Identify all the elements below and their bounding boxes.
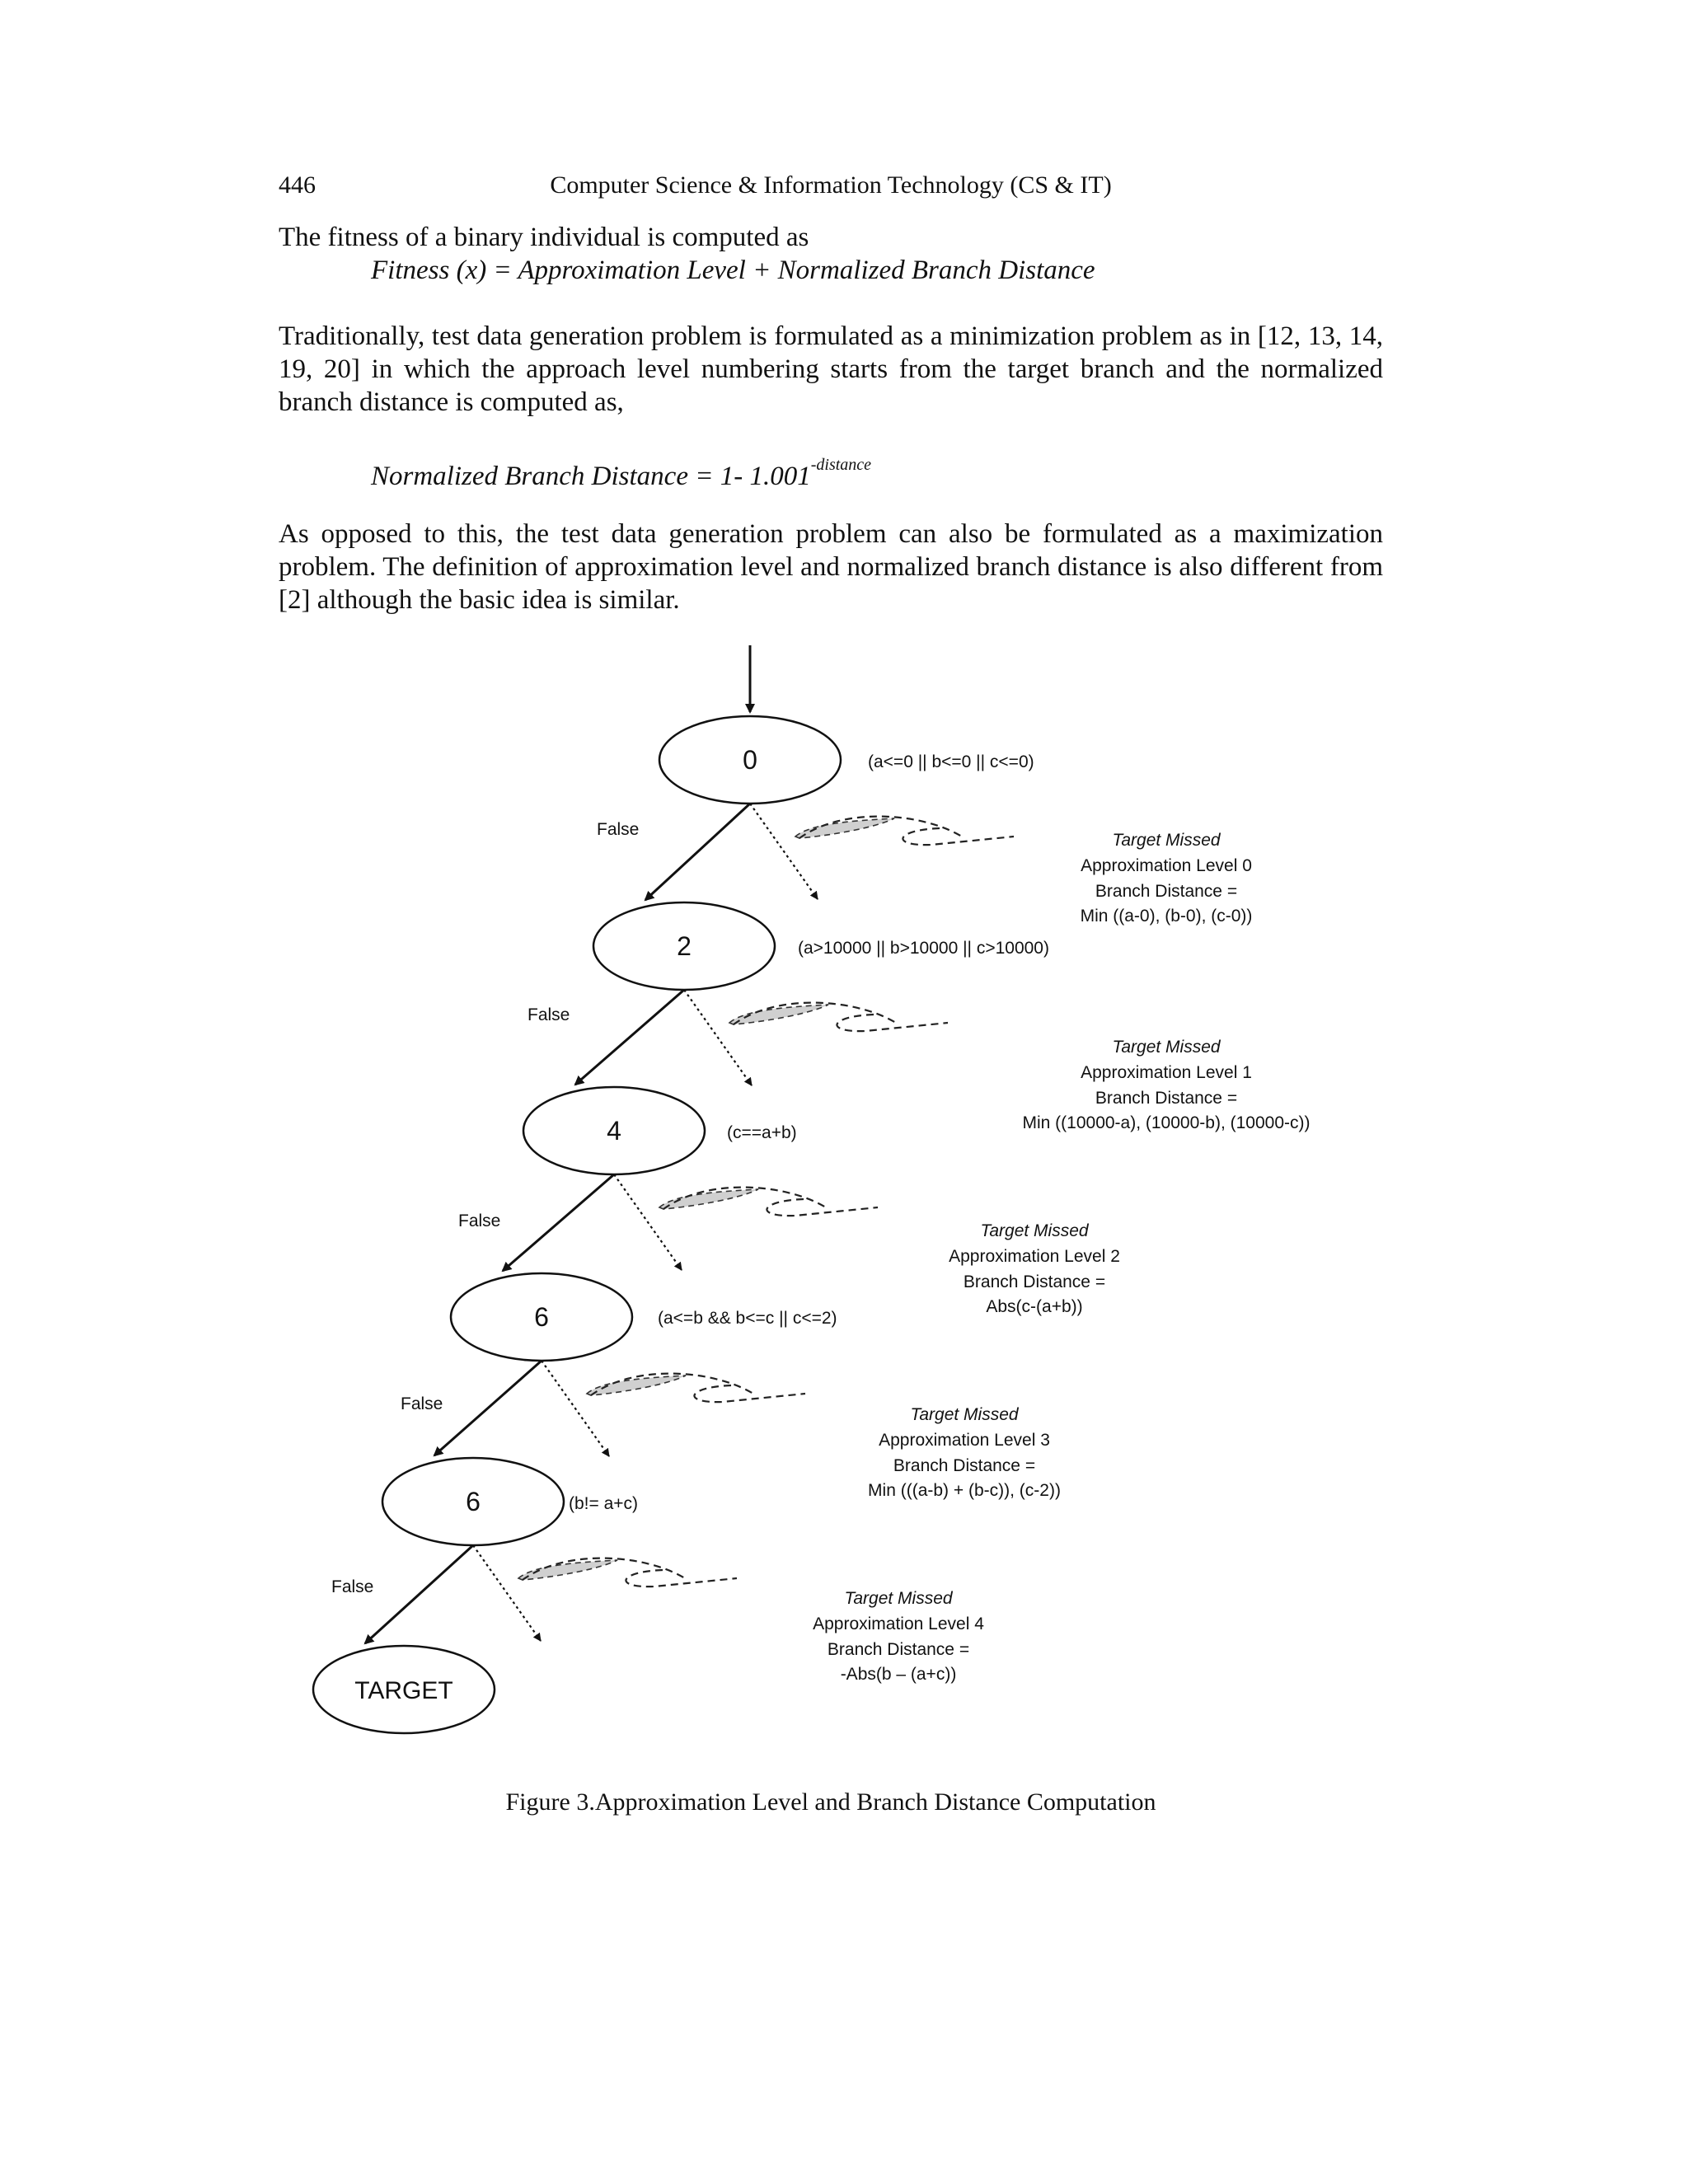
fitness-formula: Fitness (x) = Approximation Level + Normalized Branch Distance xyxy=(371,255,1095,285)
node-label: 6 xyxy=(466,1487,481,1516)
branch-distance-expression: Min (((a-b) + (b-c)), (c-2)) xyxy=(868,1481,1061,1500)
missed-edge-arrow xyxy=(684,990,752,1085)
page-number: 446 xyxy=(279,171,316,199)
false-edge-label: False xyxy=(458,1212,501,1230)
nbd-formula-base: Normalized Branch Distance = 1- 1.001 xyxy=(371,462,811,491)
branch-distance-label: Branch Distance = xyxy=(893,1456,1036,1475)
intro-line: The fitness of a binary individual is computed as xyxy=(279,223,809,252)
missed-title: Target Missed xyxy=(844,1589,953,1608)
branch-distance-label: Branch Distance = xyxy=(1095,1089,1238,1108)
approximation-level: Approximation Level 0 xyxy=(1081,856,1252,875)
missed-swoosh-tail xyxy=(903,828,1014,845)
missed-title: Target Missed xyxy=(1112,1038,1221,1057)
false-edge-arrow xyxy=(503,1174,614,1271)
paragraph-maximization: As opposed to this, the test data generation problem can also be formulated as a maximization problem. The definition of approximation level and normalized branch distance is also different from [2] although the basic idea is similar. xyxy=(279,519,1383,615)
branch-distance-expression: Abs(c-(a+b)) xyxy=(986,1297,1083,1316)
node-label: 6 xyxy=(534,1302,549,1332)
missed-swoosh-fill xyxy=(729,1005,828,1024)
branch-distance-label: Branch Distance = xyxy=(1095,882,1238,901)
branch-distance-label: Branch Distance = xyxy=(963,1272,1106,1291)
missed-title: Target Missed xyxy=(1112,831,1221,850)
branch-distance-expression: -Abs(b – (a+c)) xyxy=(840,1665,957,1684)
missed-swoosh-fill xyxy=(518,1560,617,1580)
node-label: 2 xyxy=(677,931,692,961)
node-condition: (a<=0 || b<=0 || c<=0) xyxy=(868,752,1034,771)
nbd-formula-exponent: -distance xyxy=(810,456,872,474)
missed-edge-arrow xyxy=(473,1545,541,1641)
false-edge-arrow xyxy=(645,804,750,900)
false-edge-label: False xyxy=(597,820,640,839)
approximation-level: Approximation Level 3 xyxy=(879,1431,1050,1450)
approximation-level: Approximation Level 2 xyxy=(949,1247,1120,1266)
missed-title: Target Missed xyxy=(910,1405,1019,1424)
journal-title: Computer Science & Information Technology (CS & IT) xyxy=(550,171,1112,199)
branch-distance-label: Branch Distance = xyxy=(827,1640,970,1659)
node-label: 4 xyxy=(607,1116,621,1146)
missed-swoosh-tail xyxy=(626,1570,737,1586)
missed-swoosh-tail xyxy=(837,1015,948,1031)
branch-distance-expression: Min ((10000-a), (10000-b), (10000-c)) xyxy=(1022,1113,1311,1132)
missed-swoosh-tail xyxy=(694,1385,805,1402)
approximation-level: Approximation Level 4 xyxy=(813,1615,984,1633)
node-label: TARGET xyxy=(354,1677,453,1704)
false-edge-arrow xyxy=(434,1361,542,1455)
missed-swoosh-tail xyxy=(767,1199,878,1216)
node-condition: (b!= a+c) xyxy=(569,1494,639,1513)
false-edge-label: False xyxy=(528,1005,570,1024)
missed-edge-arrow xyxy=(750,804,818,899)
missed-swoosh-fill xyxy=(795,818,894,838)
branch-distance-expression: Min ((a-0), (b-0), (c-0)) xyxy=(1080,907,1253,926)
missed-title: Target Missed xyxy=(980,1221,1089,1240)
false-edge-arrow xyxy=(575,990,684,1085)
paragraph-minimization: Traditionally, test data generation problem is formulated as a minimization problem as in [12, 13, 14, 19, 20] in which the approach level numbering starts from the target branch and the normalized branch distance is computed as, xyxy=(279,321,1383,417)
missed-edge-arrow xyxy=(542,1361,609,1456)
false-edge-label: False xyxy=(331,1577,374,1596)
missed-swoosh-fill xyxy=(587,1376,686,1395)
figure-caption: Figure 3.Approximation Level and Branch Distance Computation xyxy=(505,1788,1156,1816)
missed-edge-arrow xyxy=(614,1174,682,1270)
node-label: 0 xyxy=(743,745,757,775)
missed-swoosh-fill xyxy=(659,1189,758,1209)
node-condition: (a>10000 || b>10000 || c>10000) xyxy=(798,939,1049,958)
node-condition: (a<=b && b<=c || c<=2) xyxy=(658,1309,837,1328)
false-edge-label: False xyxy=(401,1394,443,1413)
node-condition: (c==a+b) xyxy=(727,1123,797,1142)
approximation-level: Approximation Level 1 xyxy=(1081,1063,1252,1082)
false-edge-arrow xyxy=(365,1545,473,1643)
